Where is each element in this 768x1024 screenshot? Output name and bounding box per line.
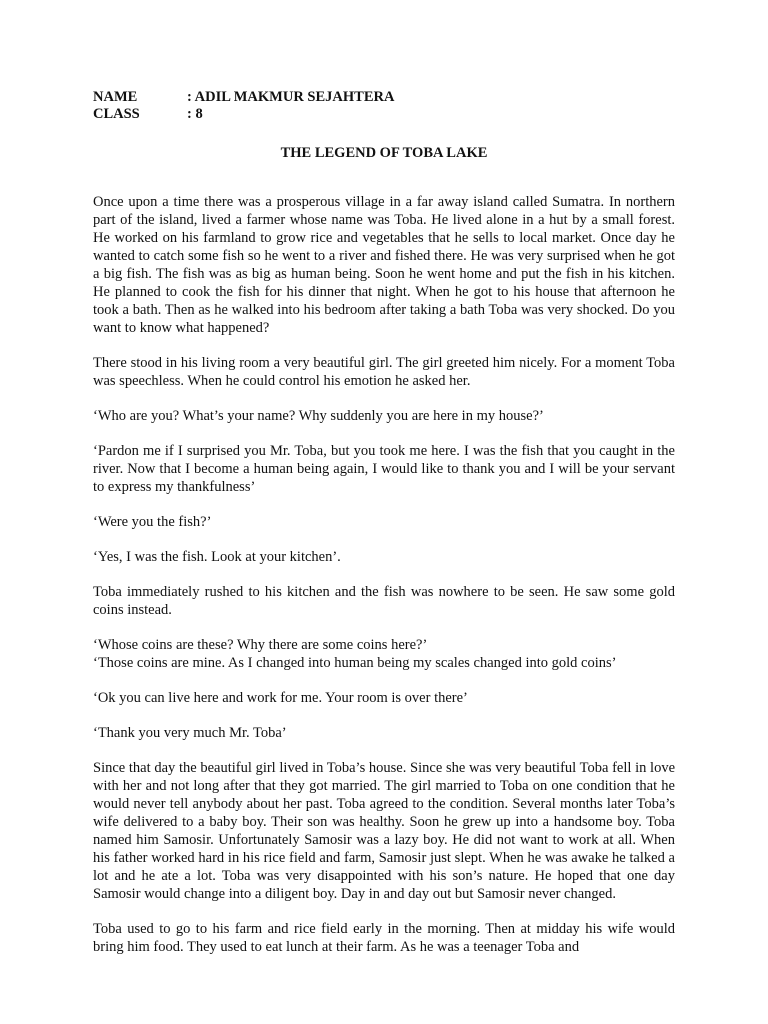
paragraph-10: ‘Ok you can live here and work for me. Your room is over there’ [93, 690, 468, 706]
paragraph-5: ‘Were you the fish?’ [93, 514, 212, 530]
paragraph-9: ‘Those coins are mine. As I changed into human being my scales changed into gold coins’ [93, 655, 617, 671]
name-label: NAME [93, 89, 138, 105]
class-label: CLASS [93, 106, 140, 122]
paragraph-13: Toba used to go to his farm and rice field early in the morning. Then at midday his wife would bring him food. They used to eat lunch at their farm. As he was a teenager Toba and [93, 921, 675, 955]
document-title: THE LEGEND OF TOBA LAKE [280, 145, 488, 161]
name-value: : ADIL MAKMUR SEJAHTERA [187, 89, 395, 105]
class-value: : 8 [187, 106, 203, 122]
paragraph-11: ‘Thank you very much Mr. Toba’ [93, 725, 287, 741]
paragraph-6: ‘Yes, I was the fish. Look at your kitchen’. [93, 549, 341, 565]
paragraph-2: There stood in his living room a very beautiful girl. The girl greeted him nicely. For a moment Toba was speechless. When he could control his emotion he asked her. [93, 355, 675, 389]
paragraph-3: ‘Who are you? What’s your name? Why suddenly you are here in my house?’ [93, 408, 544, 424]
paragraph-8: ‘Whose coins are these? Why there are some coins here?’ [93, 637, 428, 653]
paragraph-1: Once upon a time there was a prosperous village in a far away island called Sumatra. In northern part of the island, lived a farmer whose name was Toba. He lived alone in a hut by a small forest. He worked on his farmland to grow rice and vegetables that he sells to local market. Once day he wanted to catch some fish so he went to a river and fished there. He was very surprised when he got a big fish. The fish was as big as human being. Soon he went home and put the fish in his kitchen. He planned to cook the fish for his dinner that night. When he got to his house that afternoon he took a bath. Then as he walked into his bedroom after taking a bath Toba was very shocked. Do you want to know what happened? [93, 194, 675, 336]
paragraph-12: Since that day the beautiful girl lived in Toba’s house. Since she was very beautiful Toba fell in love with her and not long after that they got married. The girl married to Toba on one condition that he would never tell anybody about her past. Toba agreed to the condition. Several months later Toba’s wife delivered to a baby boy. Their son was healthy. Soon he grew up into a handsome boy. Toba named him Samosir. Unfortunately Samosir was a lazy boy. He did not want to work at all. When his father worked hard in his rice field and farm, Samosir just slept. When he was awake he talked a lot and he ate a lot. Toba was very disappointed with his son’s nature. He hoped that one day Samosir would change into a diligent boy. Day in and day out but Samosir never changed. [93, 760, 675, 902]
student-info [93, 89, 675, 123]
paragraph-7: Toba immediately rushed to his kitchen and the fish was nowhere to be seen. He saw some gold coins instead. [93, 584, 675, 618]
paragraph-4: ‘Pardon me if I surprised you Mr. Toba, but you took me here. I was the fish that you caught in the river. Now that I become a human being again, I would like to thank you and I will be your servant to express my thankfulness’ [93, 443, 675, 495]
